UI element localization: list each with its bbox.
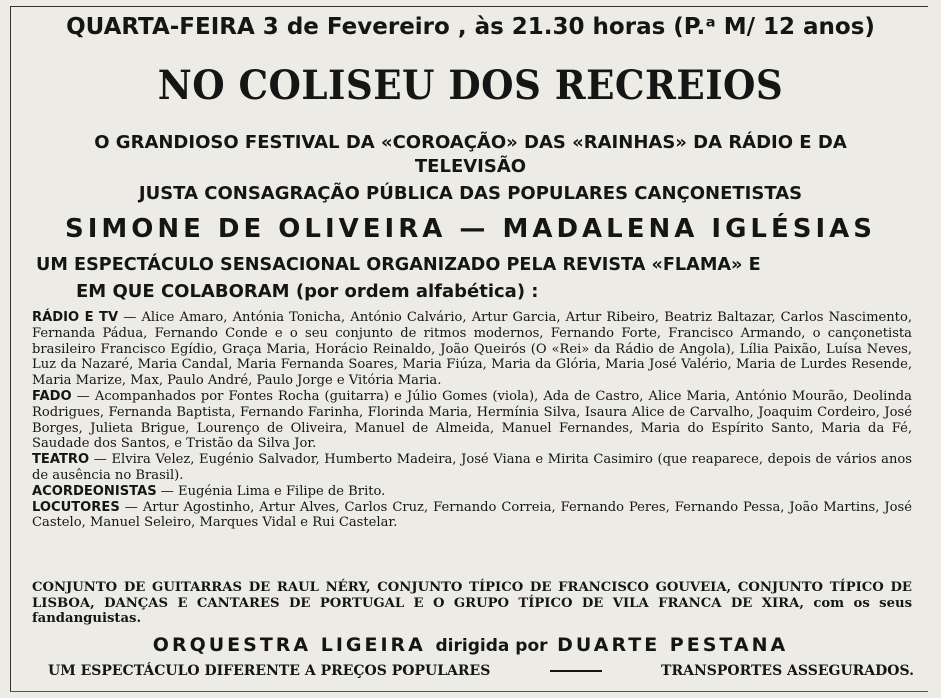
footer-line [48, 663, 914, 679]
section-label: TEATRO [32, 452, 90, 468]
footer-left: UM ESPECTÁCULO DIFERENTE A PREÇOS POPULARES [48, 663, 491, 679]
section-text: — Alice Amaro, Antónia Tonicha, António Calvário, Artur Garcia, Artur Ribeiro, Beatriz Baltazar, Carlos Nascimento, Fernanda Pádua, Fernando Conde e o seu conjunto de ritmos modernos, Fernando Forte, Francisco Armando, o cançonetista brasileiro Francisco Egídio, Graça Maria, Horácio Reinaldo, João Queirós (O «Rei» da Rádio de Angola), Lília Paixão, Luísa Neves, Luz da Nazaré, Maria Candal, Maria Fernanda Soares, Maria Fiúza, Maria da Glória, Maria José Valério, Maria de Lurdes Resende, Maria Marize, Max, Paulo André, Paulo Jorge e Vitória Maria. [32, 310, 912, 389]
consagracao-line: JUSTA CONSAGRAÇÃO PÚBLICA DAS POPULARES CANÇONETISTAS [138, 183, 803, 204]
section-fado [32, 389, 912, 452]
orquestra-directed: dirigida por [435, 636, 548, 656]
espectaculo-line-2: EM QUE COLABORAM (por ordem alfabética) : [76, 281, 539, 302]
section-locutores [32, 500, 912, 532]
orquestra-line [0, 634, 941, 656]
section-label: LOCUTORES [32, 499, 120, 515]
singers-headline: SIMONE DE OLIVEIRA — MADALENA IGLÉSIAS [64, 214, 877, 244]
venue-title: NO COLISEU DOS RECREIOS [157, 62, 784, 109]
section-teatro [32, 452, 912, 484]
espectaculo-line-1: UM ESPECTÁCULO SENSACIONAL ORGANIZADO PELA REVISTA «FLAMA» E [36, 254, 761, 275]
section-text: — Eugénia Lima e Filipe de Brito. [156, 483, 386, 499]
orquestra-conductor: DUARTE PESTANA [557, 634, 789, 656]
festival-line-1: O GRANDIOSO FESTIVAL DA «COROAÇÃO» DAS «RAINHAS» DA RÁDIO E DA [94, 132, 847, 153]
performers-list [32, 310, 912, 531]
section-text: — Acompanhados por Fontes Rocha (guitarra) e Júlio Gomes (viola), Ada de Castro, Alice Maria, António Mourão, Deolinda Rodrigues, Fernanda Baptista, Fernando Farinha, Florinda Maria, Hermínia Silva, Isaura Alice de Carvalho, Joaquim Cordeiro, José Borges, Julieta Brigue, Lourenço de Oliveira, Manuel de Almeida, Manuel Fernandes, Maria do Espírito Santo, Maria da Fé, Saudade dos Santos, e Tristão da Silva Jor. [32, 388, 912, 452]
section-label: FADO [32, 388, 72, 404]
festival-line-2: TELEVISÃO [414, 156, 527, 177]
footer-right: TRANSPORTES ASSEGURADOS. [661, 663, 914, 679]
section-text: — Artur Agostinho, Artur Alves, Carlos Cruz, Fernando Correia, Fernando Peres, Fernando Pessa, João Martins, José Castelo, Manuel Seleiro, Marques Vidal e Rui Castelar. [32, 499, 912, 531]
conjuntos-paragraph: CONJUNTO DE GUITARRAS DE RAUL NÉRY, CONJUNTO TÍPICO DE FRANCISCO GOUVEIA, CONJUNTO TÍPICO DE LISBOA, DANÇAS E CANTARES DE PORTUGAL E O GRUPO TÍPICO DE VILA FRANCA DE XIRA, com os seus fandanguistas. [32, 580, 912, 626]
section-text: — Elvira Velez, Eugénio Salvador, Humberto Madeira, José Viana e Mirita Casimiro (que reaparece, depois de vários anos de ausência no Brasil). [32, 452, 912, 483]
date-line: QUARTA-FEIRA 3 de Fevereiro , às 21.30 horas (P.ᵃ M/ 12 anos) [66, 14, 875, 40]
section-acordeonistas [32, 484, 912, 500]
section-label: ACORDEONISTAS [32, 483, 157, 499]
orquestra-name: ORQUESTRA LIGEIRA [152, 634, 426, 656]
section-radio-tv [32, 310, 912, 389]
section-label: RÁDIO E TV [32, 310, 119, 325]
footer-dash [550, 670, 602, 672]
